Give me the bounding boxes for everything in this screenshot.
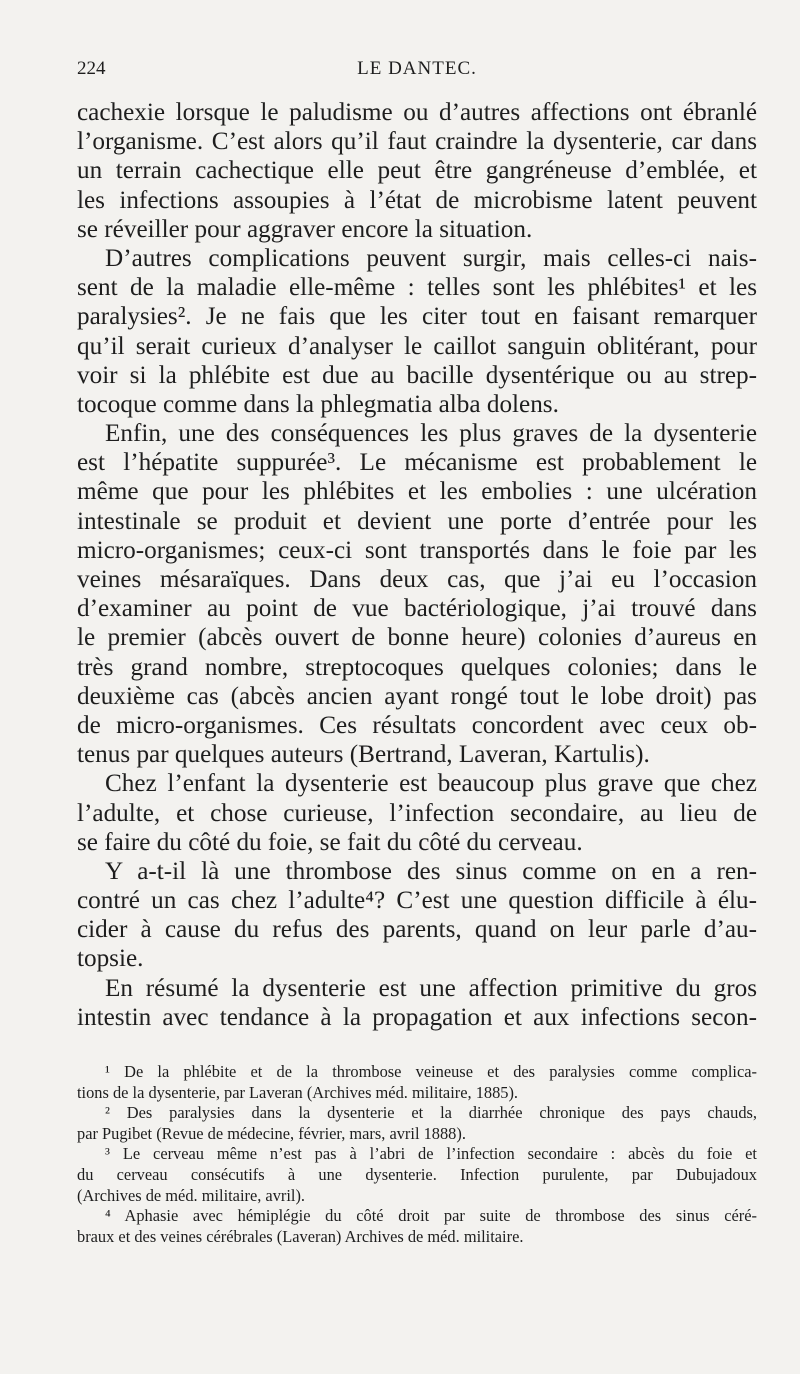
footnotes: [77, 1062, 757, 1247]
text-line: sent de la maladie elle-même : telles sont les phlébites¹ et les: [77, 274, 757, 302]
text-line: très grand nombre, streptocoques quelques colonies; dans le: [77, 653, 757, 681]
text-line: Chez l’enfant la dysenterie est beaucoup plus grave que chez: [105, 770, 757, 798]
text-line: même que pour les phlébites et les embolies : une ulcération: [77, 478, 757, 506]
footnote-line: tions de la dysenterie, par Laveran (Archives méd. militaire, 1885).: [77, 1082, 519, 1102]
text-line: un terrain cachectique elle peut être gangréneuse d’emblée, et: [77, 157, 757, 185]
text-line: deuxième cas (abcès ancien ayant rongé tout le lobe droit) pas: [77, 682, 757, 710]
text-line: l’organisme. C’est alors qu’il faut craindre la dysenterie, car dans: [77, 128, 757, 156]
footnote-line: ² Des paralysies dans la dysenterie et la diarrhée chronique des pays chauds,: [105, 1103, 757, 1123]
text-line: intestinale se produit et devient une porte d’entrée pour les: [77, 507, 757, 535]
running-title: LE DANTEC.: [357, 58, 477, 79]
text-line: se faire du côté du foie, se fait du côté du cerveau.: [77, 828, 583, 856]
footnote-line: ¹ De la phlébite et de la thrombose veineuse et des paralysies comme complica-: [105, 1062, 757, 1081]
page-number: 224: [77, 58, 106, 79]
footnote-line: ³ Le cerveau même n’est pas à l’abri de l’infection secondaire : abcès du foie et: [105, 1144, 757, 1164]
text-line: d’examiner au point de vue bactériologique, j’ai trouvé dans: [77, 595, 757, 623]
text-line: qu’il serait curieux d’analyser le caillot sanguin oblitérant, pour: [77, 332, 757, 360]
text-line: veines mésaraïques. Dans deux cas, que j’ai eu l’occasion: [77, 566, 757, 593]
footnote-line: braux et des veines cérébrales (Laveran) Archives de méd. militaire.: [77, 1226, 524, 1246]
text-line: Enfin, une des conséquences les plus graves de la dysenterie: [105, 420, 757, 448]
footnote-line: du cerveau consécutifs à une dysenterie. Infection purulente, par Dubujadoux: [77, 1164, 757, 1184]
text-line: le premier (abcès ouvert de bonne heure) colonies d’aureus en: [77, 624, 757, 652]
text-line: est l’hépatite suppurée³. Le mécanisme est probablement le: [77, 449, 757, 477]
text-line: voir si la phlébite est due au bacille dysentérique ou au strep-: [77, 361, 757, 389]
text-line: se réveiller pour aggraver encore la situation.: [77, 215, 533, 243]
footnote-line: (Archives de méd. militaire, avril).: [77, 1185, 306, 1205]
text-line: intestin avec tendance à la propagation et aux infections secon-: [77, 1003, 757, 1031]
text-line: paralysies². Je ne fais que les citer tout en faisant remarquer: [77, 303, 757, 331]
text-line: l’adulte, et chose curieuse, l’infection secondaire, au lieu de: [77, 799, 757, 827]
text-line: topsie.: [77, 945, 144, 973]
text-line: D’autres complications peuvent surgir, mais celles-ci nais-: [105, 244, 757, 272]
text-line: micro-organismes; ceux-ci sont transportés dans le foie par les: [77, 536, 757, 564]
text-line: cider à cause du refus des parents, quand on leur parle d’au-: [77, 916, 757, 944]
text-line: cachexie lorsque le paludisme ou d’autres affections ont ébranlé: [77, 99, 757, 126]
footnote-line: par Pugibet (Revue de médecine, février, mars, avril 1888).: [77, 1123, 466, 1143]
text-line: de micro-organismes. Ces résultats concordent avec ceux ob-: [77, 711, 757, 739]
text-line: tenus par quelques auteurs (Bertrand, Laveran, Kartulis).: [77, 741, 650, 769]
text-line: les infections assoupies à l’état de microbisme latent peuvent: [77, 186, 757, 214]
text-line: En résumé la dysenterie est une affection primitive du gros: [105, 974, 757, 1002]
text-line: contré un cas chez l’adulte⁴? C’est une question difficile à élu-: [77, 887, 757, 915]
body-text: [77, 98, 757, 1032]
footnote-line: ⁴ Aphasie avec hémiplégie du côté droit par suite de thrombose des sinus céré-: [105, 1206, 757, 1226]
text-line: Y a-t-il là une thrombose des sinus comme on en a ren-: [105, 857, 757, 885]
text-line: tocoque comme dans la phlegmatia alba dolens.: [77, 390, 559, 418]
page-header: [77, 58, 757, 88]
